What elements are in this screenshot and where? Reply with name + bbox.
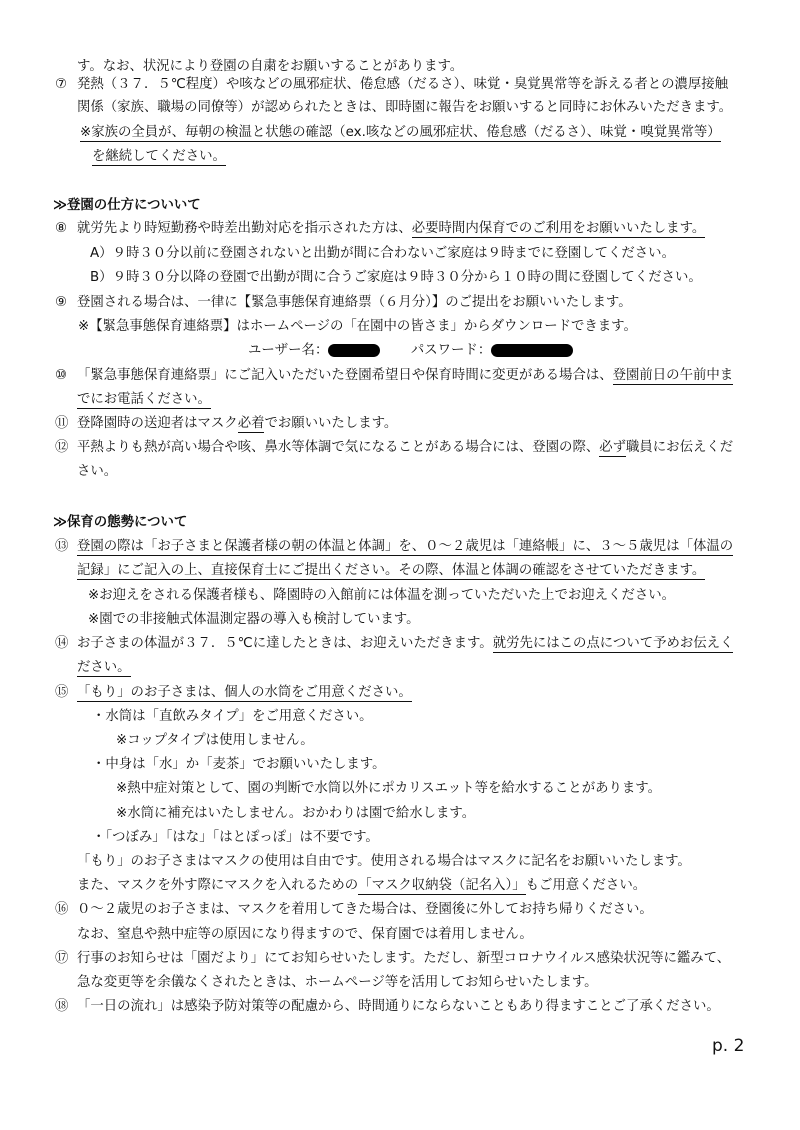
item-14: ⑭ お子さまの体温が３７．５℃に達したときは、お迎えいただきます。就労先にはこの点について予めお伝えく xyxy=(55,636,734,651)
note-line: ※園での非接触式体温測定器の導入も検討しています。 xyxy=(88,612,420,627)
item-10: ⑩ 「緊急事態保育連絡票」にご記入いただいた登園希望日や保育時間に変更がある場合は、登園前日の午前中ま xyxy=(55,368,734,383)
redacted-password xyxy=(491,344,573,357)
text-line: B）９時３０分以降の登園で出勤が間に合うご家庭は９時３０分から１０時の間に登園してください。 xyxy=(90,270,702,285)
text-line: でにお電話ください。 xyxy=(77,392,211,407)
text-line: 「もり」のお子さまはマスクの使用は自由です。使用される場合はマスクに記名をお願いいたします。 xyxy=(77,854,691,869)
note-line: ※コップタイプは使用しません。 xyxy=(116,733,314,748)
item-17: ⑰ 行事のお知らせは「園だより」にてお知らせいたします。ただし、新型コロナウイルス感染状況等に鑑みて、 xyxy=(55,951,731,966)
item-16: ⑯ ０～２歳児のお子さまは、マスクを着用してきた場合は、登園後に外してお持ち帰りください。 xyxy=(55,902,653,917)
item-18: ⑱ 「一日の流れ」は感染予防対策等の配慮から、時間通りにならないこともあり得ますことご了承ください。 xyxy=(55,999,720,1014)
item-13: ⑬ 登園の際は「お子さまと保護者様の朝の体温と体調」を、０～２歳児は「連絡帳」に、３～５歳児は「体温の xyxy=(55,539,734,554)
redacted-username xyxy=(328,344,380,357)
credentials-line: ユーザー名： パスワード： xyxy=(248,342,573,359)
text-line: さい。 xyxy=(77,464,118,479)
bullet-line: ・水筒は「直飲みタイプ」をご用意ください。 xyxy=(92,709,373,724)
text-line: す。なお、状況により登園の自粛をお願いすることがあります。 xyxy=(77,59,464,74)
text-line: 急な変更等を余儀なくされたときは、ホームページ等を活用してお知らせいたします。 xyxy=(77,975,598,990)
item-9: ⑨ 登園される場合は、一律に【緊急事態保育連絡票（６月分）】のご提出をお願いいたします。 xyxy=(55,295,632,310)
section-heading-attendance: ≫登園の仕方についいて xyxy=(53,198,201,213)
item-11: ⑪ 登降園時の送迎者はマスク必着でお願いいたします。 xyxy=(55,416,398,431)
page-number: p. 2 xyxy=(712,1036,745,1056)
note-line: ※家族の全員が、毎朝の検温と状態の確認（ex.咳などの風邪症状、倦怠感（だるさ）、味覚・嗅覚異常等） xyxy=(80,125,721,140)
item-12: ⑫ 平熱よりも熱が高い場合や咳、鼻水等体調で気になることがある場合には、登園の際、必ず職員にお伝えくだ xyxy=(55,440,734,455)
text-line: また、マスクを外す際にマスクを入れるための「マスク収納袋（記名入）」もご用意ください。 xyxy=(77,878,647,893)
text-line: なお、窒息や熱中症等の原因になり得ますので、保育園では着用しません。 xyxy=(77,927,533,942)
note-line: ※【緊急事態保育連絡票】はホームページの「在園中の皆さま」からダウンロードできます。 xyxy=(78,319,637,334)
item-7: ⑦ 発熱（３７．５℃程度）や咳などの風邪症状、倦怠感（だるさ）、味覚・臭覚異常等を訴える者との濃厚接触 xyxy=(55,77,729,92)
item-8: ⑧ 就労先より時短勤務や時差出勤対応を指示された方は、必要時間内保育でのご利用をお願いいたします。 xyxy=(55,221,706,236)
note-line: を継続してください。 xyxy=(92,149,226,164)
note-line: ※水筒に補充はいたしません。おかわりは園で給水します。 xyxy=(116,806,476,821)
section-heading-childcare: ≫保育の態勢について xyxy=(53,515,188,530)
note-line: ※熱中症対策として、園の判断で水筒以外にポカリスエット等を給水することがあります。 xyxy=(116,781,661,796)
note-line: ※お迎えをされる保護者様も、降園時の入館前には体温を測っていただいた上でお迎えください。 xyxy=(88,588,676,603)
text-line: 関係（家族、職場の同僚等）が認められたときは、即時園に報告をお願いすると同時にお休みいただきます。 xyxy=(77,100,733,115)
text-line: 記録」にご記入の上、直接保育士にご提出ください。その際、体温と体調の確認をさせていただきます。 xyxy=(77,563,706,578)
bullet-line: ・「つぼみ」「はな」「はとぽっぽ」は不要です。 xyxy=(92,830,379,845)
text-line: ださい。 xyxy=(77,660,131,675)
text-line: A）９時３０分以前に登園されないと出勤が間に合わないご家庭は９時までに登園してください。 xyxy=(90,246,675,261)
item-15: ⑮ 「もり」のお子さまは、個人の水筒をご用意ください。 xyxy=(55,685,412,700)
bullet-line: ・中身は「水」か「麦茶」でお願いいたします。 xyxy=(92,757,386,772)
